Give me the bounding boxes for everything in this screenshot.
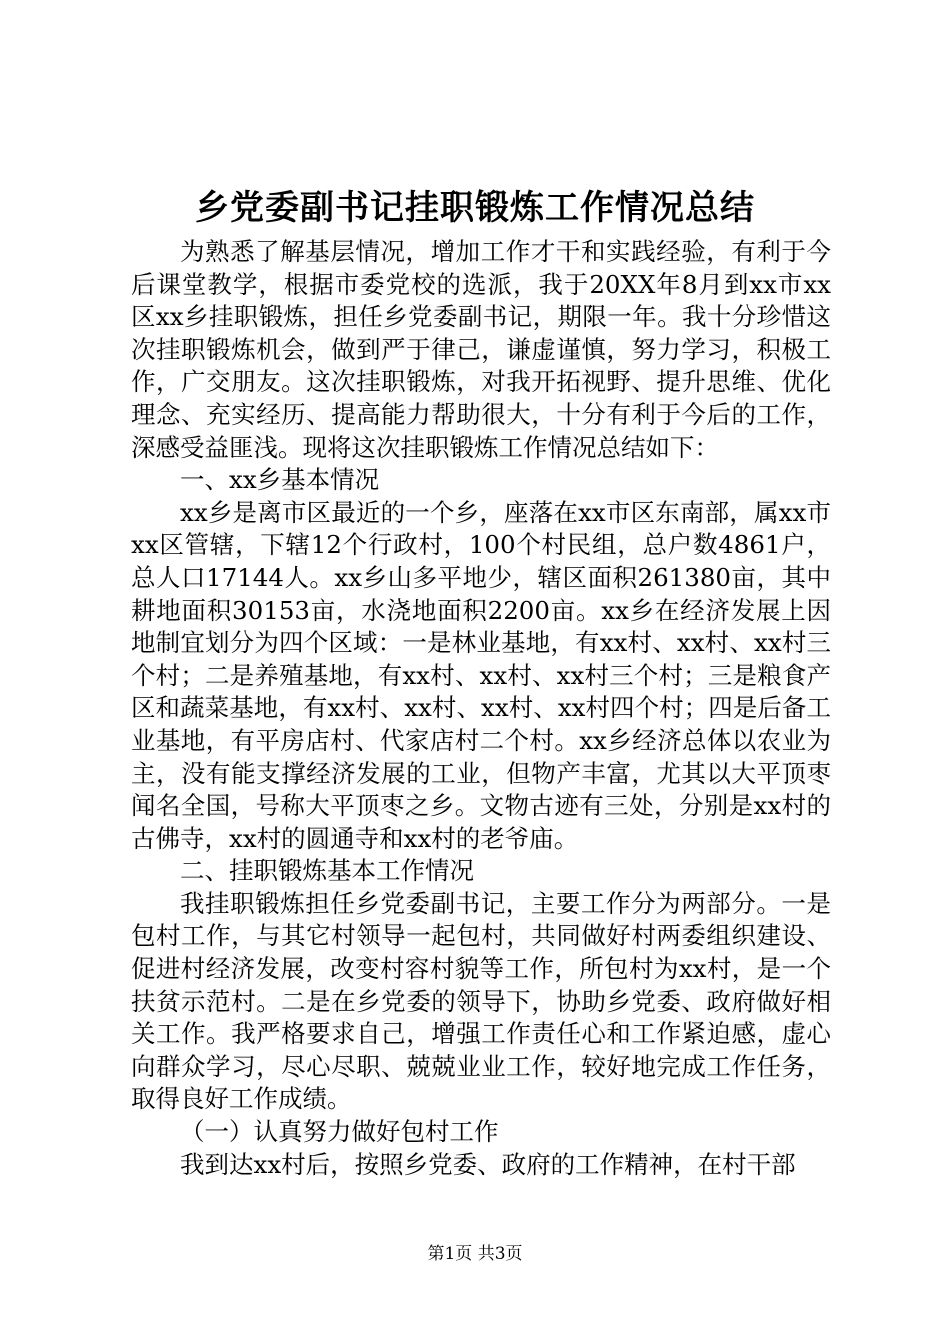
intro-paragraph: 为熟悉了解基层情况，增加工作才干和实践经验，有利于今后课堂教学，根据市委党校的选派，我于20XX年8月到xx市xx区xx乡挂职锻炼，担任乡党委副书记，期限一年。我十分珍惜这次挂职锻炼机会，做到严于律己，谦虚谨慎，努力学习，积极工作，广交朋友。这次挂职锻炼，对我开拓视野、提升思维、优化理念、充实经历、提高能力帮助很大，十分有利于今后的工作，深感受益匪浅。现将这次挂职锻炼工作情况总结如下： [131, 237, 831, 462]
section-heading-work-situation: 二、挂职锻炼基本工作情况 [180, 856, 474, 886]
work-situation-paragraph: 我挂职锻炼担任乡党委副书记，主要工作分为两部分。一是包村工作，与其它村领导一起包村，共同做好村两委组织建设、促进村经济发展，改变村容村貌等工作，所包村为xx村，是一个扶贫示范村。二是在乡党委的领导下，协助乡党委、政府做好相关工作。我严格要求自己，增强工作责任心和工作紧迫感，虚心向群众学习，尽心尽职、兢兢业业工作，较好地完成工作任务，取得良好工作成绩。 [131, 888, 831, 1114]
village-work-paragraph: 我到达xx村后，按照乡党委、政府的工作精神，在村干部 [180, 1149, 796, 1179]
basic-situation-paragraph: xx乡是离市区最近的一个乡，座落在xx市区东南部，属xx市xx区管辖，下辖12个行政村，100个村民组，总户数4861户，总人口17144人。xx乡山多平地少，辖区面积261380亩，其中耕地面积30153亩，水浇地面积2200亩。xx乡在经济发展上因地制宜划分为四个区域：一是林业基地，有xx村、xx村、xx村三个村；二是养殖基地，有xx村、xx村、xx村三个村；三是粮食产区和蔬菜基地，有xx村、xx村、xx村、xx村四个村；四是后备工业基地，有平房店村、代家店村二个村。xx乡经济总体以农业为主，没有能支撑经济发展的工业，但物产丰富，尤其以大平顶枣闻名全国，号称大平顶枣之乡。文物古迹有三处，分别是xx村的古佛寺，xx村的圆通寺和xx村的老爷庙。 [131, 497, 831, 853]
subsection-heading-village-work: （一）认真努力做好包村工作 [180, 1117, 499, 1147]
document-body [131, 236, 831, 1181]
page-number-footer: 第1页 共3页 [427, 1244, 523, 1264]
section-heading-basic-situation: 一、xx乡基本情况 [180, 465, 380, 495]
document-title: 乡党委副书记挂职锻炼工作情况总结 [195, 188, 755, 228]
